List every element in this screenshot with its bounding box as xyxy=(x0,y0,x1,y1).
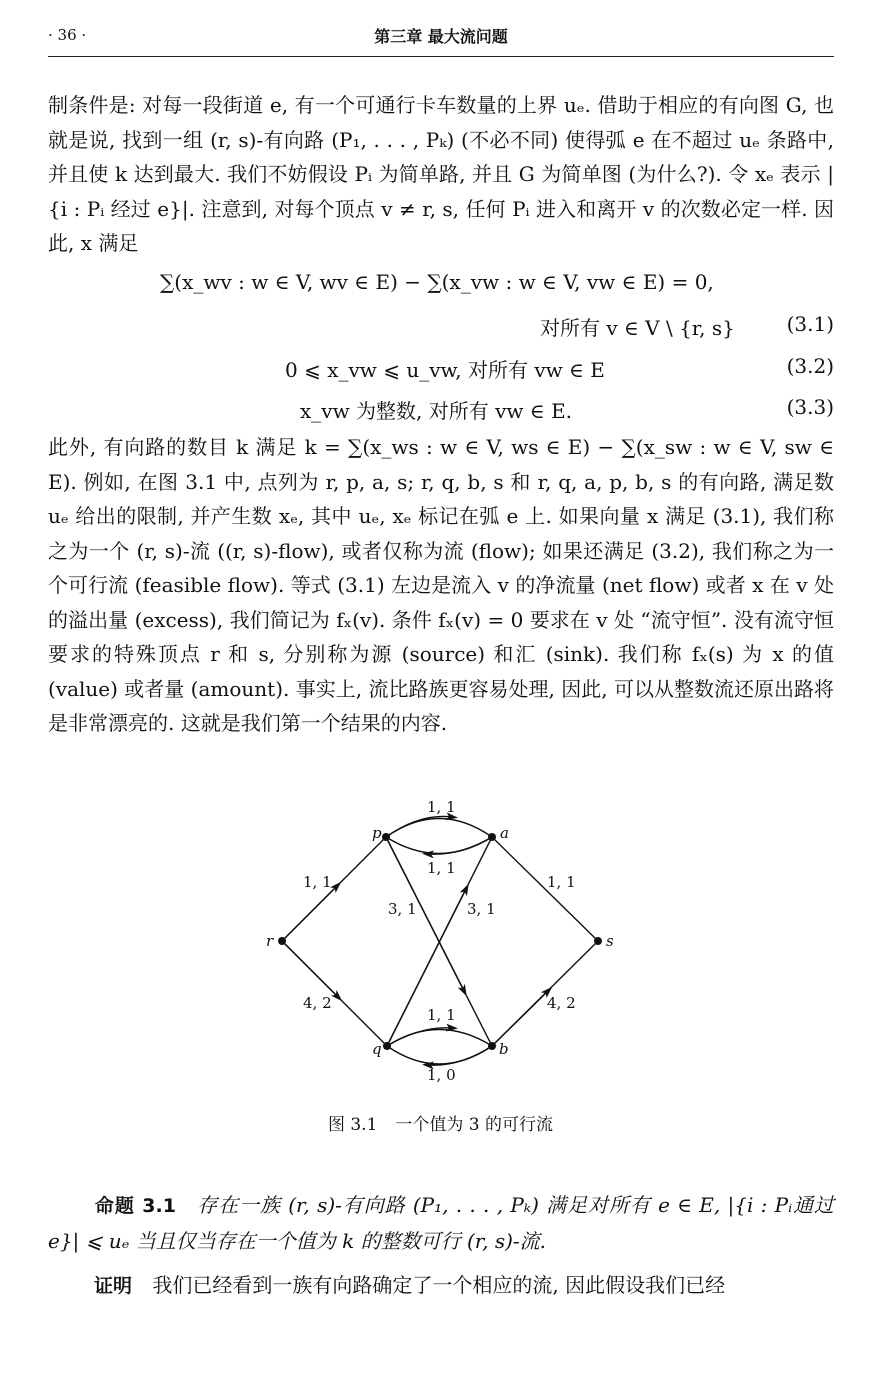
proposition-label: 命题 3.1 xyxy=(94,1195,176,1217)
equation-3-2: 0 ⩽ x_vw ⩽ u_vw, 对所有 vw ∈ E xyxy=(285,358,605,382)
edge-label-ap-bottom: 1, 1 xyxy=(427,859,456,877)
node-label-a: a xyxy=(500,824,509,842)
equation-number-3-3: (3.3) xyxy=(786,395,834,419)
equation-number-3-1: (3.1) xyxy=(786,312,834,336)
edge-label-as: 1, 1 xyxy=(547,873,576,891)
equation-3-1-line1: ∑(x_wv : w ∈ V, wv ∈ E) − ∑(x_vw : w ∈ V, vw ∈ E) = 0, xyxy=(160,270,714,294)
edge-label-rp: 1, 1 xyxy=(303,873,332,891)
edge-label-rq: 4, 2 xyxy=(303,994,332,1012)
edge-label-qb-top: 1, 1 xyxy=(427,1006,456,1024)
flow-network-figure xyxy=(0,780,881,1100)
proof-text: 我们已经看到一族有向路确定了一个相应的流, 因此假设我们已经 xyxy=(152,1273,726,1297)
node-q xyxy=(383,1042,391,1050)
node-label-r: r xyxy=(266,932,274,950)
figure-caption-number: 图 3.1 xyxy=(327,1115,378,1135)
page-header xyxy=(48,22,834,57)
paragraph-middle: 此外, 有向路的数目 k 满足 k = ∑(x_ws : w ∈ V, ws ∈ E) − ∑(x_sw : w ∈ V, sw ∈ E). 例如, 在图 3.1 中, 点列为 r, p, a, s; r, q, b, s 和 r, q, a, p, b, s 的有向路, 满足数 uₑ 给出的限制, 并产生数 xₑ, 其中 uₑ, xₑ 标记在弧 e 上. 如果向量 x 满足 (3.1), 我们称之为一个 (r, s)-流 ((r, s)-flow), 或者仅称为流 (flow); 如果还满足 (3.2), 我们称之为一个可行流 (feasible flow). 等式 (3.1) 左边是流入 v 的净流量 (net flow) 或者 x 在 v 处的溢出量 (excess), 我们简记为 fₓ(v). 条件 fₓ(v) = 0 要求在 v 处 “流守恒”. 没有流守恒要求的特殊顶点 r 和 s, 分别称为源 (source) 和汇 (sink). 我们称 fₓ(s) 为 x 的值 (value) 或者量 (amount). 事实上, 流比路族更容易处理, 因此, 可以从整数流还原出路将是非常漂亮的. 这就是我们第一个结果的内容. xyxy=(48,435,834,735)
edge-label-bq-bottom: 1, 0 xyxy=(427,1066,456,1084)
node-b xyxy=(488,1042,496,1050)
node-p xyxy=(382,833,390,841)
proof-block xyxy=(48,1268,834,1304)
node-label-q: q xyxy=(372,1040,382,1058)
node-label-b: b xyxy=(499,1040,509,1058)
edge-label-pb: 3, 1 xyxy=(388,900,417,918)
node-s xyxy=(594,937,602,945)
figure-caption-text: 一个值为 3 的可行流 xyxy=(395,1115,554,1135)
edge-label-qa: 3, 1 xyxy=(467,900,496,918)
figure-caption xyxy=(0,1110,881,1135)
node-a xyxy=(488,833,496,841)
node-label-s: s xyxy=(606,932,614,950)
equation-3-3: x_vw 为整数, 对所有 vw ∈ E. xyxy=(300,399,573,423)
equation-number-3-2: (3.2) xyxy=(786,354,834,378)
proposition-block xyxy=(48,1188,834,1259)
chapter-title: 第三章 最大流问题 xyxy=(374,27,508,46)
page-number: · 36 · xyxy=(48,26,87,44)
equation-3-1-line2: 对所有 v ∈ V \ {r, s} xyxy=(540,316,735,340)
paragraph-top: 制条件是: 对每一段街道 e, 有一个可通行卡车数量的上界 uₑ. 借助于相应的有向图 G, 也就是说, 找到一组 (r, s)-有向路 (P₁, . . . , Pₖ) (不必不同) 使得弧 e 在不超过 uₑ 条路中, 并且使 k 达到最大. 我们不妨假设 Pᵢ 为简单路, 并且 G 为简单图 (为什么?). 令 xₑ 表示 |{i : Pᵢ 经过 e}|. 注意到, 对每个顶点 v ≠ r, s, 任何 Pᵢ 进入和离开 v 的次数必定一样. 因此, x 满足 xyxy=(48,93,834,255)
edge-label-pa-top: 1, 1 xyxy=(427,798,456,816)
edge-label-bs: 4, 2 xyxy=(547,994,576,1012)
node-label-p: p xyxy=(372,824,382,842)
edge-a-s xyxy=(492,837,598,941)
proof-label: 证明 xyxy=(94,1275,133,1297)
proposition-text: 存在一族 (r, s)-有向路 (P₁, . . . , Pₖ) 满足对所有 e ∈ E, |{i : Pᵢ通过 e}| ⩽ uₑ 当且仅当存在一个值为 k 的整数可行 (r, s)-流. xyxy=(48,1193,835,1253)
node-r xyxy=(278,937,286,945)
